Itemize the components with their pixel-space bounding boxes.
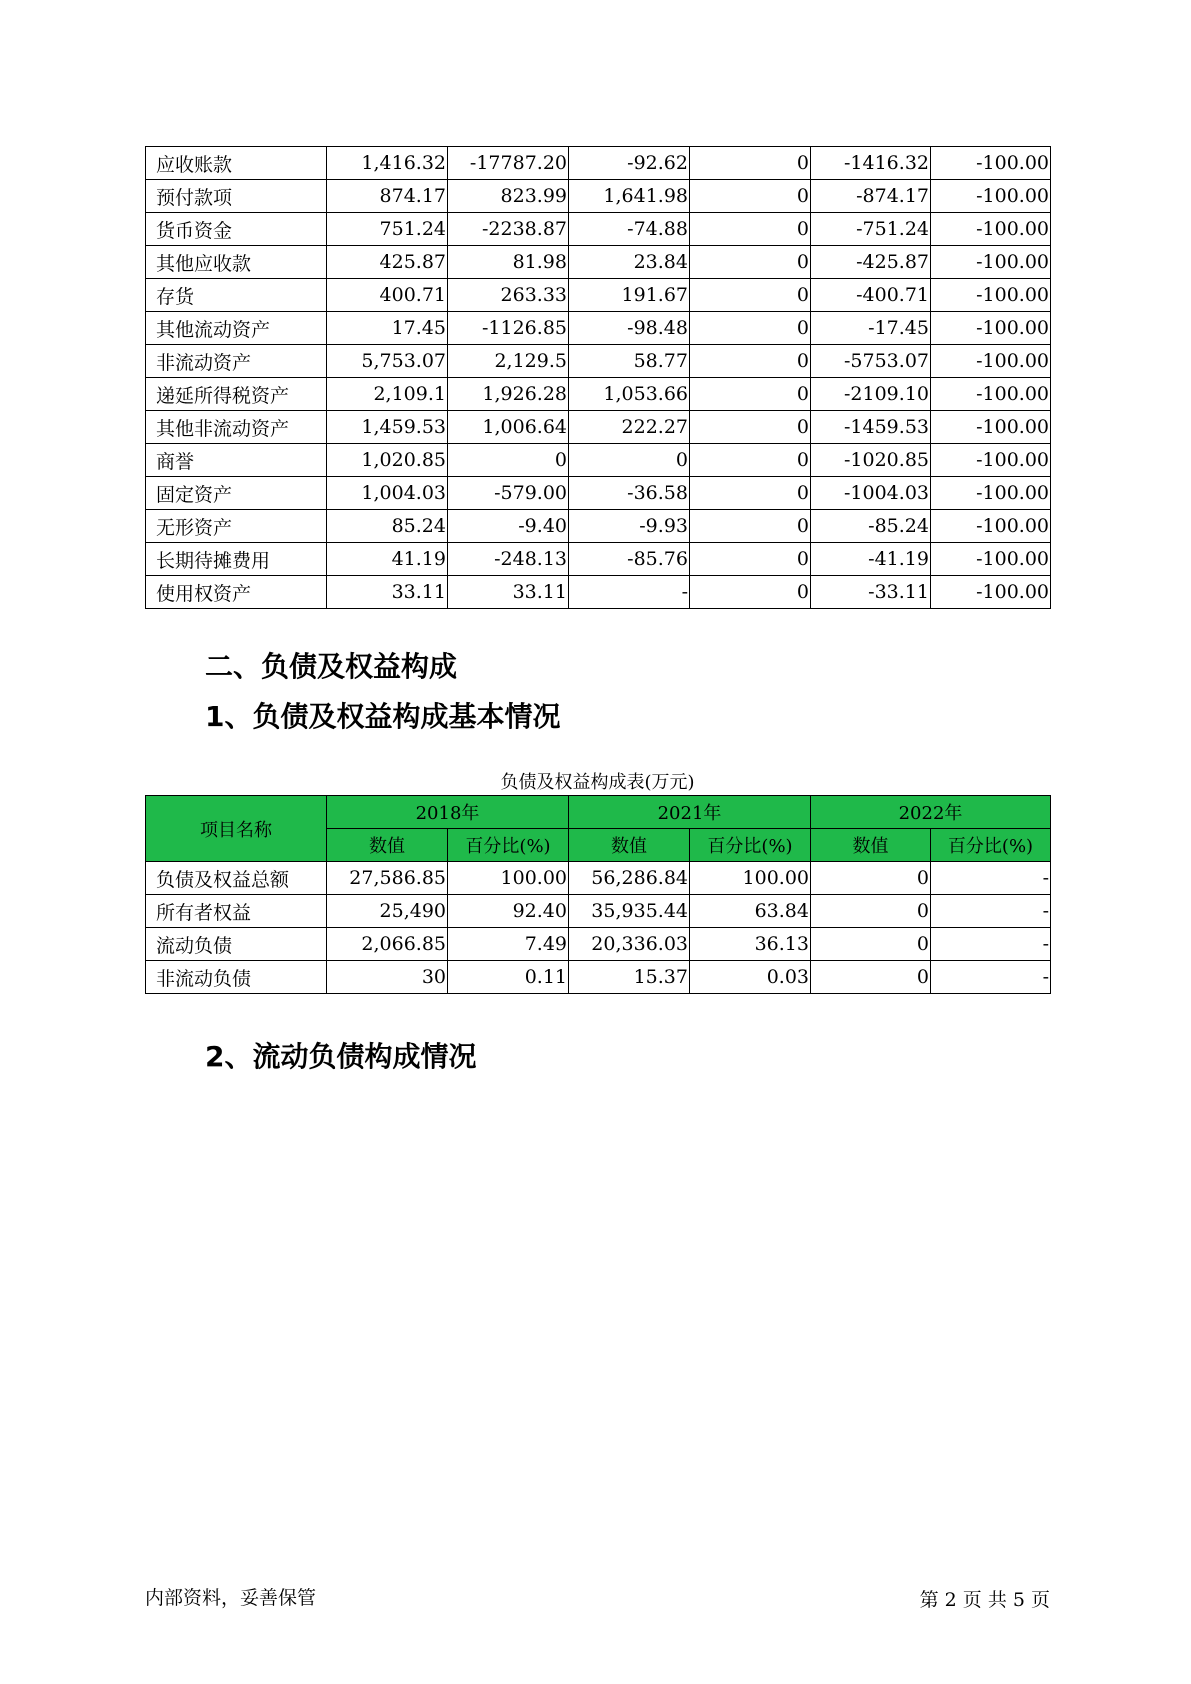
table-cell: -100.00 <box>931 147 1051 180</box>
table-cell: 1,416.32 <box>327 147 448 180</box>
table-cell: 1,020.85 <box>327 444 448 477</box>
table-cell: -41.19 <box>811 543 931 576</box>
row-label: 预付款项 <box>146 180 327 213</box>
table-cell: 0 <box>690 279 811 312</box>
table-cell: 0 <box>690 147 811 180</box>
table-cell: 0 <box>569 444 690 477</box>
year-header: 2018年 <box>327 796 569 829</box>
table-cell: -100.00 <box>931 213 1051 246</box>
table-cell: 23.84 <box>569 246 690 279</box>
table-row <box>146 576 1051 609</box>
table-cell: 1,006.64 <box>448 411 569 444</box>
table-cell: -98.48 <box>569 312 690 345</box>
table-cell: - <box>931 961 1051 994</box>
table-cell: 0 <box>690 576 811 609</box>
table-cell: 5,753.07 <box>327 345 448 378</box>
table-row <box>146 961 1051 994</box>
subsection-title-1: 1、负债及权益构成基本情况 <box>205 700 561 733</box>
table-cell: 2,129.5 <box>448 345 569 378</box>
table-cell: 15.37 <box>569 961 690 994</box>
table-cell: 63.84 <box>690 895 811 928</box>
row-label: 其他应收款 <box>146 246 327 279</box>
table-cell: -9.40 <box>448 510 569 543</box>
table-cell: 263.33 <box>448 279 569 312</box>
row-label: 负债及权益总额 <box>146 862 327 895</box>
value-header: 数值 <box>327 829 448 862</box>
table-cell: 874.17 <box>327 180 448 213</box>
table-row <box>146 510 1051 543</box>
year-header: 2021年 <box>569 796 811 829</box>
table-cell: 425.87 <box>327 246 448 279</box>
table-cell: -5753.07 <box>811 345 931 378</box>
table-cell: 27,586.85 <box>327 862 448 895</box>
table-cell: -85.24 <box>811 510 931 543</box>
row-label: 货币资金 <box>146 213 327 246</box>
row-label: 所有者权益 <box>146 895 327 928</box>
table-cell: 2,066.85 <box>327 928 448 961</box>
table-cell: 751.24 <box>327 213 448 246</box>
table-row <box>146 895 1051 928</box>
table-cell: -400.71 <box>811 279 931 312</box>
table-cell: 0 <box>690 312 811 345</box>
row-label: 无形资产 <box>146 510 327 543</box>
table-cell: - <box>931 928 1051 961</box>
percent-header: 百分比(%) <box>690 829 811 862</box>
table-cell: -17.45 <box>811 312 931 345</box>
table-row <box>146 147 1051 180</box>
year-header: 2022年 <box>811 796 1051 829</box>
row-label: 流动负债 <box>146 928 327 961</box>
row-label: 递延所得税资产 <box>146 378 327 411</box>
table-cell: -579.00 <box>448 477 569 510</box>
table-cell: -100.00 <box>931 543 1051 576</box>
table-cell: -100.00 <box>931 477 1051 510</box>
table-cell: -100.00 <box>931 279 1051 312</box>
table-cell: -17787.20 <box>448 147 569 180</box>
footer-confidential: 内部资料，妥善保管 <box>145 1587 317 1609</box>
table-cell: 1,459.53 <box>327 411 448 444</box>
table-cell: -425.87 <box>811 246 931 279</box>
footer-page-number: 第 2 页 共 5 页 <box>919 1589 1050 1611</box>
table-row <box>146 444 1051 477</box>
table-cell: -1416.32 <box>811 147 931 180</box>
table-cell: 0 <box>811 961 931 994</box>
table-cell: 1,053.66 <box>569 378 690 411</box>
table-cell: 0 <box>690 180 811 213</box>
table-row <box>146 928 1051 961</box>
value-header: 数值 <box>569 829 690 862</box>
table-cell: -100.00 <box>931 378 1051 411</box>
table-cell: -1459.53 <box>811 411 931 444</box>
table-row <box>146 213 1051 246</box>
item-name-header: 项目名称 <box>146 796 327 862</box>
table-cell: -100.00 <box>931 411 1051 444</box>
table-cell: 0.11 <box>448 961 569 994</box>
table-row <box>146 411 1051 444</box>
table-cell: -92.62 <box>569 147 690 180</box>
table-cell: 0.03 <box>690 961 811 994</box>
table-cell: -100.00 <box>931 510 1051 543</box>
percent-header: 百分比(%) <box>931 829 1051 862</box>
table-cell: 56,286.84 <box>569 862 690 895</box>
table-cell: 0 <box>448 444 569 477</box>
row-label: 非流动资产 <box>146 345 327 378</box>
table-cell: -9.93 <box>569 510 690 543</box>
row-label: 存货 <box>146 279 327 312</box>
table-cell: -100.00 <box>931 246 1051 279</box>
table-cell: 1,004.03 <box>327 477 448 510</box>
table-cell: 92.40 <box>448 895 569 928</box>
table-row <box>146 378 1051 411</box>
table-cell: 33.11 <box>448 576 569 609</box>
table-cell: 35,935.44 <box>569 895 690 928</box>
row-label: 应收账款 <box>146 147 327 180</box>
table-cell: 1,926.28 <box>448 378 569 411</box>
table-cell: 0 <box>690 510 811 543</box>
table-cell: - <box>931 895 1051 928</box>
table-cell: 0 <box>690 213 811 246</box>
row-label: 固定资产 <box>146 477 327 510</box>
table-cell: -85.76 <box>569 543 690 576</box>
table-cell: -100.00 <box>931 312 1051 345</box>
table-cell: 222.27 <box>569 411 690 444</box>
row-label: 其他非流动资产 <box>146 411 327 444</box>
table-cell: -100.00 <box>931 180 1051 213</box>
table-row <box>146 543 1051 576</box>
table-cell: -33.11 <box>811 576 931 609</box>
table-cell: 0 <box>690 411 811 444</box>
table-cell: 100.00 <box>690 862 811 895</box>
table-cell: - <box>569 576 690 609</box>
table-cell: 81.98 <box>448 246 569 279</box>
table-cell: -1020.85 <box>811 444 931 477</box>
table-cell: -1004.03 <box>811 477 931 510</box>
table-caption: 负债及权益构成表(万元) <box>500 772 695 793</box>
table-cell: -100.00 <box>931 444 1051 477</box>
table-cell: -100.00 <box>931 345 1051 378</box>
liability-equity-table <box>145 795 1051 994</box>
table-cell: 58.77 <box>569 345 690 378</box>
section-title: 二、负债及权益构成 <box>205 650 458 683</box>
table-cell: 33.11 <box>327 576 448 609</box>
table-cell: 0 <box>811 895 931 928</box>
table-row <box>146 180 1051 213</box>
table-row <box>146 477 1051 510</box>
table-cell: 25,490 <box>327 895 448 928</box>
table-cell: -248.13 <box>448 543 569 576</box>
value-header: 数值 <box>811 829 931 862</box>
table-cell: 0 <box>690 444 811 477</box>
table-cell: 0 <box>690 543 811 576</box>
table-row <box>146 862 1051 895</box>
table-cell: 2,109.1 <box>327 378 448 411</box>
table-cell: -874.17 <box>811 180 931 213</box>
table-row <box>146 345 1051 378</box>
asset-change-table <box>145 146 1051 609</box>
table-cell: 191.67 <box>569 279 690 312</box>
table-cell: 7.49 <box>448 928 569 961</box>
table-cell: 0 <box>690 345 811 378</box>
table-cell: 0 <box>690 477 811 510</box>
table-cell: 85.24 <box>327 510 448 543</box>
table-cell: -751.24 <box>811 213 931 246</box>
table-cell: 400.71 <box>327 279 448 312</box>
table-cell: 41.19 <box>327 543 448 576</box>
table-cell: 17.45 <box>327 312 448 345</box>
table-cell: -100.00 <box>931 576 1051 609</box>
table-cell: 0 <box>690 246 811 279</box>
table-cell: -1126.85 <box>448 312 569 345</box>
percent-header: 百分比(%) <box>448 829 569 862</box>
table-cell: -2109.10 <box>811 378 931 411</box>
table-cell: 0 <box>690 378 811 411</box>
table-row <box>146 279 1051 312</box>
table-cell: 100.00 <box>448 862 569 895</box>
table-cell: 20,336.03 <box>569 928 690 961</box>
subsection-title-2: 2、流动负债构成情况 <box>205 1040 477 1073</box>
row-label: 非流动负债 <box>146 961 327 994</box>
table-cell: 0 <box>811 862 931 895</box>
row-label: 其他流动资产 <box>146 312 327 345</box>
table-cell: -36.58 <box>569 477 690 510</box>
table-cell: 0 <box>811 928 931 961</box>
table-cell: 30 <box>327 961 448 994</box>
row-label: 商誉 <box>146 444 327 477</box>
table-cell: -74.88 <box>569 213 690 246</box>
table-row <box>146 246 1051 279</box>
table-cell: 823.99 <box>448 180 569 213</box>
table-row <box>146 312 1051 345</box>
table-cell: 36.13 <box>690 928 811 961</box>
table-cell: -2238.87 <box>448 213 569 246</box>
table-cell: - <box>931 862 1051 895</box>
row-label: 使用权资产 <box>146 576 327 609</box>
table-cell: 1,641.98 <box>569 180 690 213</box>
row-label: 长期待摊费用 <box>146 543 327 576</box>
